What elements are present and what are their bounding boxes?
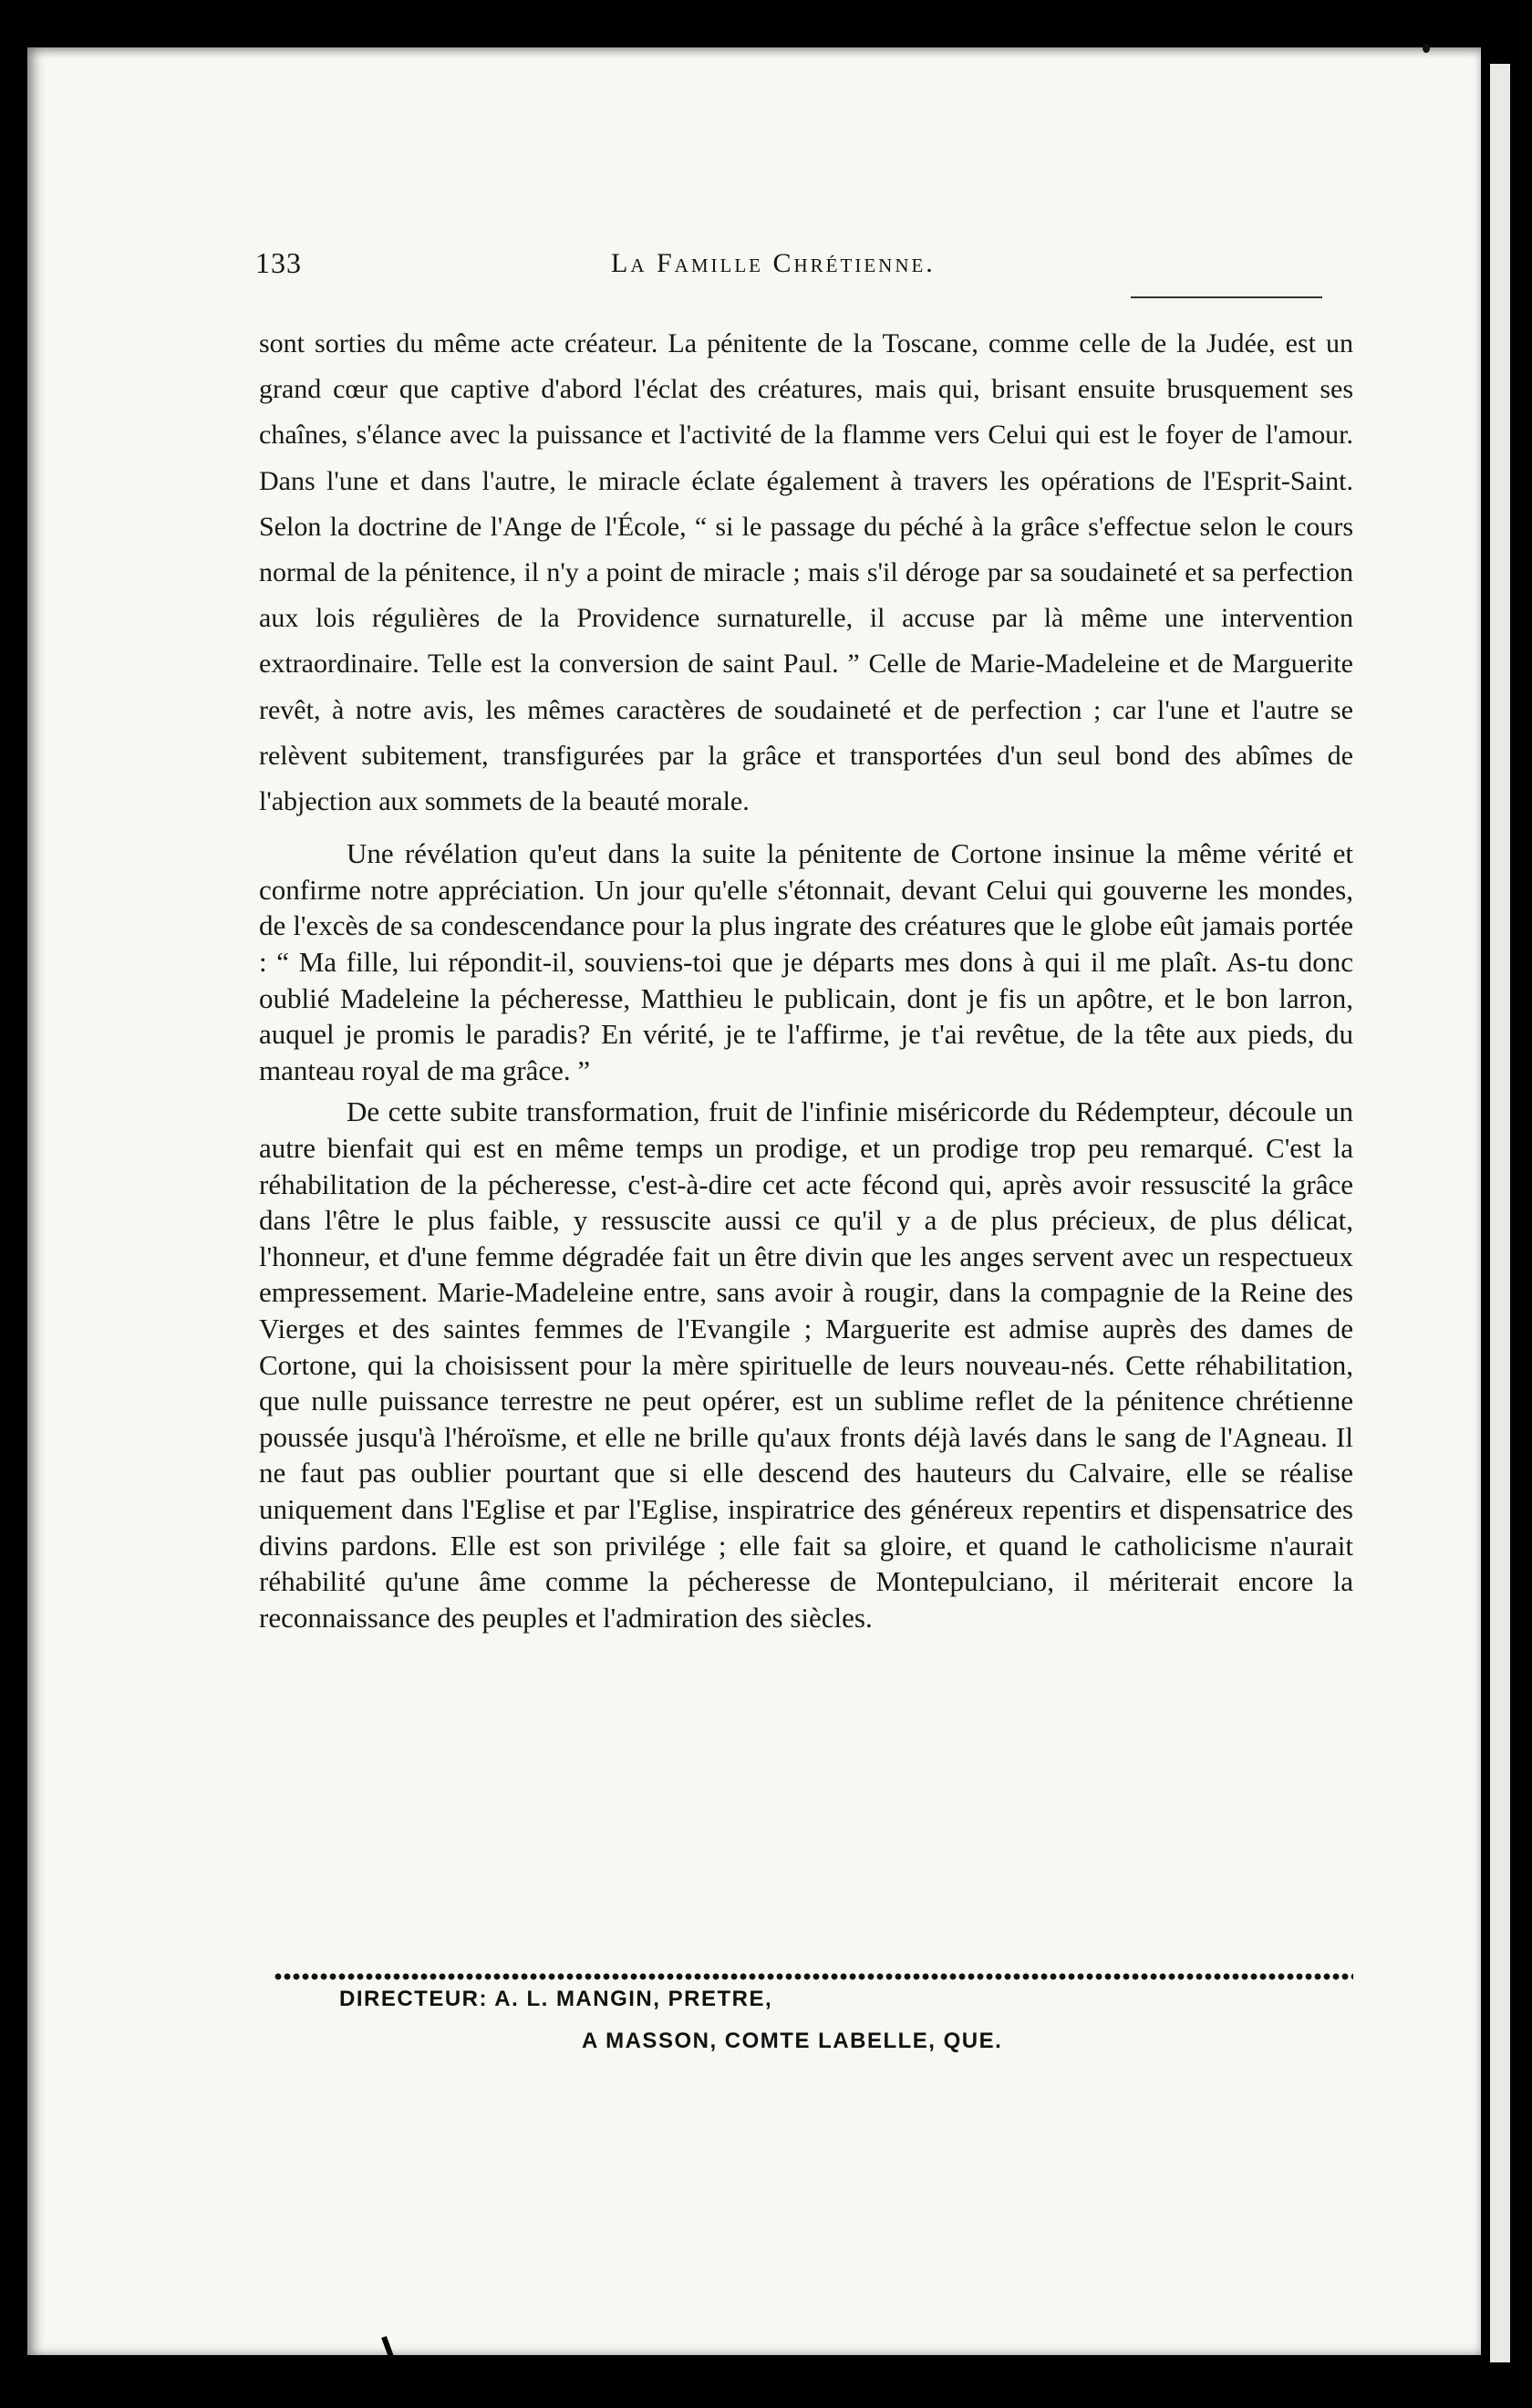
article-body — [259, 321, 1353, 1635]
adjacent-page-edge — [1490, 64, 1510, 2362]
running-title: La Famille Chrétienne. — [611, 248, 936, 278]
header-rule — [1131, 296, 1322, 298]
dotted-separator — [274, 1972, 1353, 1981]
director-line: DIRECTEUR: A. L. MANGIN, PRETRE, — [339, 1987, 773, 2011]
paragraph-2: Une révélation qu'eut dans la suite la pénitente de Cortone insinue la même vérité et confirme notre appréciation. Un jour qu'elle s'étonnait, devant Celui qui gouverne les mondes, de l'excès de sa condescendance pour la plus ingrate des créatures que le globe eût jamais portée : “ Ma fille, lui répondit-il, souviens-toi que je départs mes dons à qui il me plaît. As-tu donc oublié Madeleine la pécheresse, Matthieu le publicain, dont je fis un apôtre, et le bon larron, auquel je promis le paradis? En vérité, je te l'affirme, je t'ai revêtue, de la tête aux pieds, du manteau royal de ma grâce. ” — [259, 837, 1353, 1086]
address-line: A MASSON, COMTE LABELLE, QUE. — [582, 2029, 1003, 2053]
page-number: 133 — [255, 246, 302, 279]
page-header — [255, 246, 1336, 286]
ink-speck — [1423, 44, 1430, 53]
paragraph-1: sont sorties du même acte créateur. La pénitente de la Toscane, comme celle de la Judée, est un grand cœur que captive d'abord l'éclat des créatures, mais qui, brisant ensuite brusquement ses chaînes, s'élance avec la puissance et l'activité de la flamme vers Celui qui est le foyer de l'amour. Dans l'une et dans l'autre, le miracle éclate également à travers les opérations de l'Esprit-Saint. Selon la doctrine de l'Ange de l'École, “ si le passage du péché à la grâce s'effectue selon le cours normal de la pénitence, il n'y a point de miracle ; mais s'il déroge par sa soudaineté et sa perfection aux lois régulières de la Providence surnaturelle, il accuse par là même une intervention extraordinaire. Telle est la conversion de saint Paul. ” Celle de Marie-Madeleine et de Marguerite revêt, à notre avis, les mêmes caractères de soudaineté et de perfection ; car l'une et l'autre se relèvent subitement, transfigurées par la grâce et transportées d'un seul bond des abîmes de l'abjection aux sommets de la beauté morale. — [259, 328, 1353, 817]
page-edge-strip — [1481, 0, 1532, 2408]
paragraph-3: De cette subite transformation, fruit de l'infinie miséricorde du Rédempteur, découle un autre bienfait qui est en même temps un prodige, et un prodige trop peu remarqué. C'est la réhabilitation de la pécheresse, c'est-à-dire cet acte fécond qui, après avoir ressuscité la grâce dans l'être le plus faible, y ressuscite aussi ce qu'il y a de plus précieux, de plus délicat, l'honneur, et d'une femme dégradée fait un être divin que les anges servent avec un respectueux empressement. Marie-Madeleine entre, sans avoir à rougir, dans la compagnie de la Reine des Vierges et des saintes femmes de l'Evangile ; Marguerite est admise auprès des dames de Cortone, qui la choisissent pour la mère spirituelle de leurs nouveau-nés. Cette réhabilitation, que nulle puissance terrestre ne peut opérer, est un sublime reflet de la pénitence chrétienne poussée jusqu'à l'héroïsme, et elle ne brille qu'aux fronts déjà lavés dans le sang de l'Agneau. Il ne faut pas oublier pourtant que si elle descend des hauteurs du Calvaire, elle se réalise uniquement dans l'Eglise et par l'Eglise, inspiratrice des généreux repentirs et dispensatrice des divins pardons. Elle est son privilége ; elle fait sa gloire, et quand le catholicisme n'aurait réhabilité qu'une âme comme la pécheresse de Montepulciano, il mériterait encore la reconnaissance des peuples et l'admiration des siècles. — [259, 1095, 1353, 1634]
